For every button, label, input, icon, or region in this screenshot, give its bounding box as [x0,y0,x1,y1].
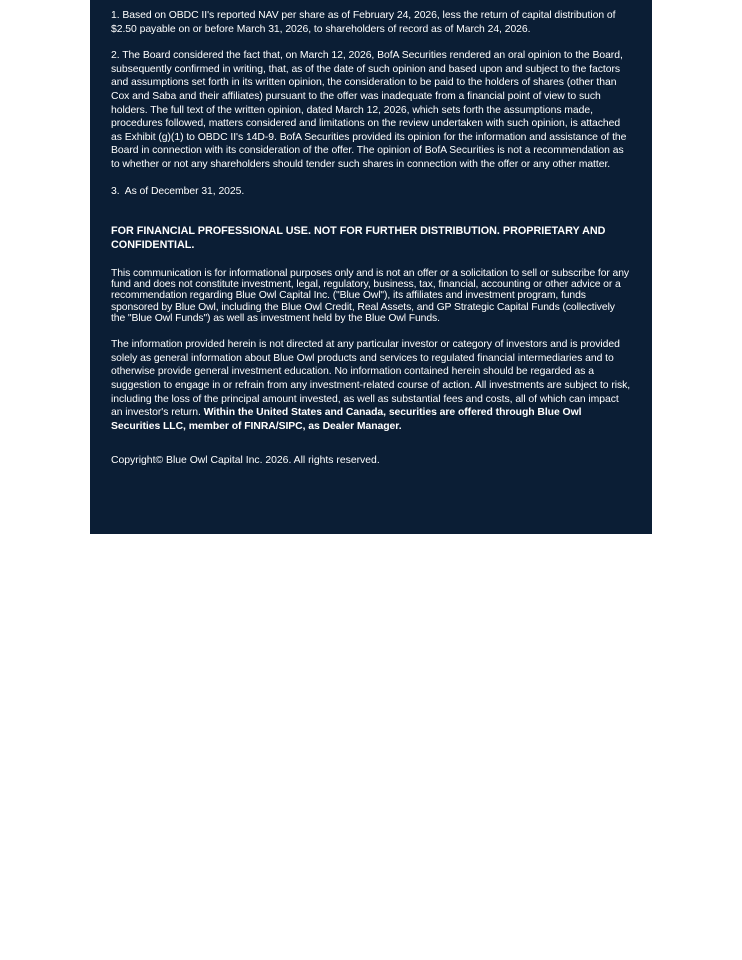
footnote-1-text: Based on OBDC II's reported NAV per share as of February 24, 2026, less the return of capital distribution of $2.50 payable on or before March 31, 2026, to shareholders of record as of March 24, 2026. [111,10,616,35]
info-bold-text: Within the United States and Canada, securities are offered through Blue Owl Securities LLC, member of FINRA/SIPC, as Dealer Manager. [111,407,582,432]
footnote-2-text: The Board considered the fact that, on March 12, 2026, BofA Securities rendered an oral opinion to the Board, subsequently confirmed in writing, that, as of the date of such opinion and based upon and subject to the factors and assumptions set forth in its written opinion, the consideration to be paid to the holders of shares (other than Cox and Saba and their affiliates) pursuant to the offer was inadequate from a financial point of view to such holders. The full text of the written opinion, dated March 12, 2026, which sets forth the assumptions made, procedures followed, matters considered and limitations on the review undertaken with such opinion, is attached as Exhibit (g)(1) to OBDC II's 14D-9. BofA Securities provided its opinion for the information and assistance of the Board in connection with its consideration of the offer. The opinion of BofA Securities is not a recommendation as to whether or not any shareholders should tender such shares in connection with the offer or any other matter. [111,50,627,170]
footnote-3-text: As of December 31, 2025. [124,185,245,197]
footnote-1 [111,9,631,36]
footnote-3-label: 3. [111,185,120,197]
footer-panel [90,0,652,534]
confidential-heading: FOR FINANCIAL PROFESSIONAL USE. NOT FOR FURTHER DISTRIBUTION. PROPRIETARY AND CONFIDENTIAL. [111,225,606,251]
footnote-1-label: 1. [111,10,120,21]
footnote-3 [111,185,631,199]
disclaimer-paragraph: This communication is for informational purposes only and is not an offer or a solicitation to sell or subscribe for any fund and does not constitute investment, legal, regulatory, business, tax, financial, accounting or other advice or a recommendation regarding Blue Owl Capital Inc. ("Blue Owl"), its affiliates and investment program, funds sponsored by Blue Owl, including the Blue Owl Credit, Real Assets, and GP Strategic Capital Funds (collectively the "Blue Owl Funds") as well as investment held by the Blue Owl Funds. [111,267,629,324]
footnote-2-label: 2. [111,50,120,62]
info-text: The information provided herein is not directed at any particular investor or category of investors and is provided solely as general information about Blue Owl products and services to regulated financial intermediaries and to otherwise provide general investment education. No information contained herein should be regarded as a suggestion to engage in or refrain from any investment-related course of action. All investments are subject to risk, including the loss of the principal amount invested, as well as substantial fees and costs, all of which can impact an investor's return. [111,339,631,419]
footnote-2 [111,49,631,171]
copyright-text: Copyright© Blue Owl Capital Inc. 2026. All rights reserved. [111,455,380,467]
info-paragraph [111,338,631,433]
